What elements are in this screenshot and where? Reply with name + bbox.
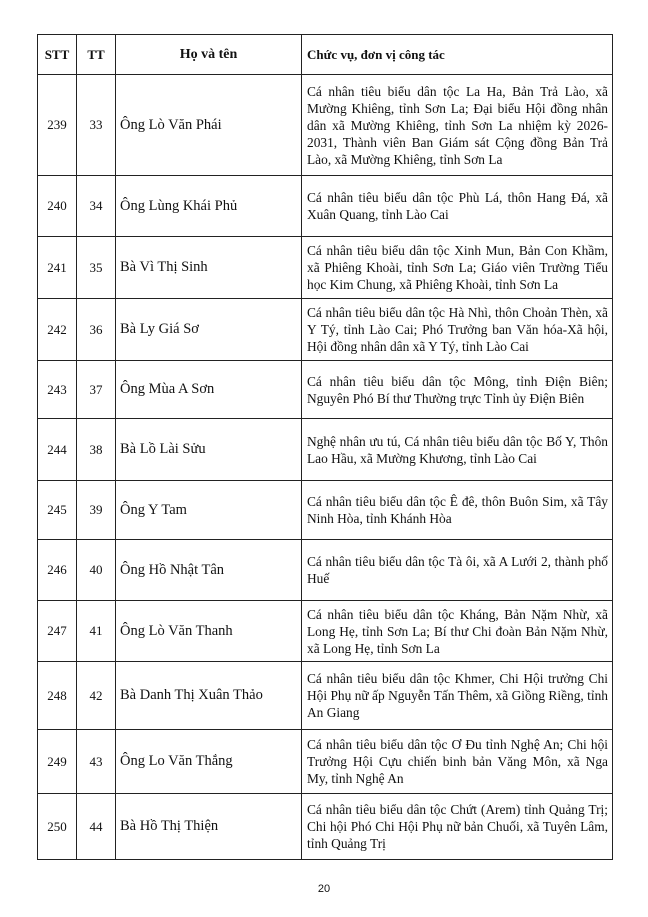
row-stt: 239 <box>38 75 77 176</box>
row-name: Ông Hồ Nhật Tân <box>116 540 302 601</box>
row-position: Cá nhân tiêu biểu dân tộc Tà ôi, xã A Lưới 2, thành phố Huế <box>302 540 613 601</box>
header-stt: STT <box>38 35 77 75</box>
table-row <box>38 75 613 176</box>
row-tt: 34 <box>77 176 116 237</box>
row-stt: 245 <box>38 481 77 540</box>
row-tt: 40 <box>77 540 116 601</box>
row-position: Cá nhân tiêu biểu dân tộc Kháng, Bản Nặm Nhừ, xã Long Hẹ, tỉnh Sơn La; Bí thư Chi đoàn Bản Nặm Nhừ, xã Long Hẹ, tỉnh Sơn La <box>302 601 613 662</box>
row-name: Bà Lồ Lài Sửu <box>116 419 302 481</box>
row-stt: 242 <box>38 299 77 361</box>
table-header-row <box>38 35 613 75</box>
row-position: Nghệ nhân ưu tú, Cá nhân tiêu biểu dân tộc Bố Y, Thôn Lao Hầu, xã Mường Khương, tỉnh Lào Cai <box>302 419 613 481</box>
row-tt: 44 <box>77 794 116 860</box>
row-stt: 241 <box>38 237 77 299</box>
table-row <box>38 176 613 237</box>
header-name: Họ và tên <box>116 35 302 75</box>
row-name: Bà Vì Thị Sinh <box>116 237 302 299</box>
row-stt: 243 <box>38 361 77 419</box>
table-row <box>38 794 613 860</box>
row-tt: 33 <box>77 75 116 176</box>
table-row <box>38 237 613 299</box>
row-position: Cá nhân tiêu biểu dân tộc Phù Lá, thôn Hang Đá, xã Xuân Quang, tỉnh Lào Cai <box>302 176 613 237</box>
row-tt: 36 <box>77 299 116 361</box>
header-position: Chức vụ, đơn vị công tác <box>302 35 613 75</box>
row-stt: 250 <box>38 794 77 860</box>
row-stt: 244 <box>38 419 77 481</box>
row-stt: 248 <box>38 662 77 730</box>
row-tt: 42 <box>77 662 116 730</box>
table-row <box>38 419 613 481</box>
page-number: 20 <box>317 883 331 895</box>
row-name: Ông Lùng Khái Phủ <box>116 176 302 237</box>
row-stt: 240 <box>38 176 77 237</box>
table-row <box>38 540 613 601</box>
row-position: Cá nhân tiêu biểu dân tộc Khmer, Chi Hội trưởng Chi Hội Phụ nữ ấp Nguyễn Tấn Thêm, xã Giồng Riềng, tỉnh An Giang <box>302 662 613 730</box>
row-tt: 39 <box>77 481 116 540</box>
row-name: Ông Y Tam <box>116 481 302 540</box>
row-name: Bà Hồ Thị Thiện <box>116 794 302 860</box>
row-tt: 37 <box>77 361 116 419</box>
table-row <box>38 662 613 730</box>
row-position: Cá nhân tiêu biểu dân tộc Ơ Đu tỉnh Nghệ An; Chi hội Trưởng Hội Cựu chiến binh bản Văng Môn, xã Nga My, tỉnh Nghệ An <box>302 730 613 794</box>
row-position: Cá nhân tiêu biểu dân tộc Ê đê, thôn Buôn Sim, xã Tây Ninh Hòa, tỉnh Khánh Hòa <box>302 481 613 540</box>
row-name: Bà Ly Giá Sơ <box>116 299 302 361</box>
row-position: Cá nhân tiêu biểu dân tộc Hà Nhì, thôn Choản Thèn, xã Y Tý, tỉnh Lào Cai; Phó Trưởng ban Văn hóa-Xã hội, Hội đồng nhân dân xã Y Tý, tỉnh Lào Cai <box>302 299 613 361</box>
row-stt: 247 <box>38 601 77 662</box>
row-tt: 35 <box>77 237 116 299</box>
table-row <box>38 730 613 794</box>
table-row <box>38 481 613 540</box>
row-name: Ông Mùa A Sơn <box>116 361 302 419</box>
table-row <box>38 299 613 361</box>
row-tt: 43 <box>77 730 116 794</box>
row-position: Cá nhân tiêu biểu dân tộc Xinh Mun, Bản Con Khầm, xã Phiêng Khoài, tỉnh Sơn La; Giáo viên Trường Tiểu học Kim Chung, xã Phiêng Khoài, tỉnh Sơn La <box>302 237 613 299</box>
honoree-table <box>37 34 613 860</box>
row-position: Cá nhân tiêu biểu dân tộc La Ha, Bản Trả Lào, xã Mường Khiêng, tỉnh Sơn La; Đại biểu Hội đồng nhân dân xã Mường Khiêng, tỉnh Sơn La nhiệm kỳ 2026-2031, Thành viên Ban Giám sát Cộng đồng Bản Trả Lào, xã Mường Khiêng, tỉnh Sơn La <box>302 75 613 176</box>
header-tt: TT <box>77 35 116 75</box>
row-name: Bà Danh Thị Xuân Thảo <box>116 662 302 730</box>
row-name: Ông Lo Văn Thắng <box>116 730 302 794</box>
row-stt: 246 <box>38 540 77 601</box>
row-tt: 38 <box>77 419 116 481</box>
row-name: Ông Lò Văn Thanh <box>116 601 302 662</box>
row-tt: 41 <box>77 601 116 662</box>
table-row <box>38 601 613 662</box>
row-name: Ông Lò Văn Phái <box>116 75 302 176</box>
table-row <box>38 361 613 419</box>
row-position: Cá nhân tiêu biểu dân tộc Chứt (Arem) tỉnh Quảng Trị; Chi hội Phó Chi Hội Phụ nữ bản Chuối, xã Tuyên Lâm, tỉnh Quảng Trị <box>302 794 613 860</box>
row-position: Cá nhân tiêu biểu dân tộc Mông, tỉnh Điện Biên; Nguyên Phó Bí thư Thường trực Tỉnh ủy Điện Biên <box>302 361 613 419</box>
row-stt: 249 <box>38 730 77 794</box>
